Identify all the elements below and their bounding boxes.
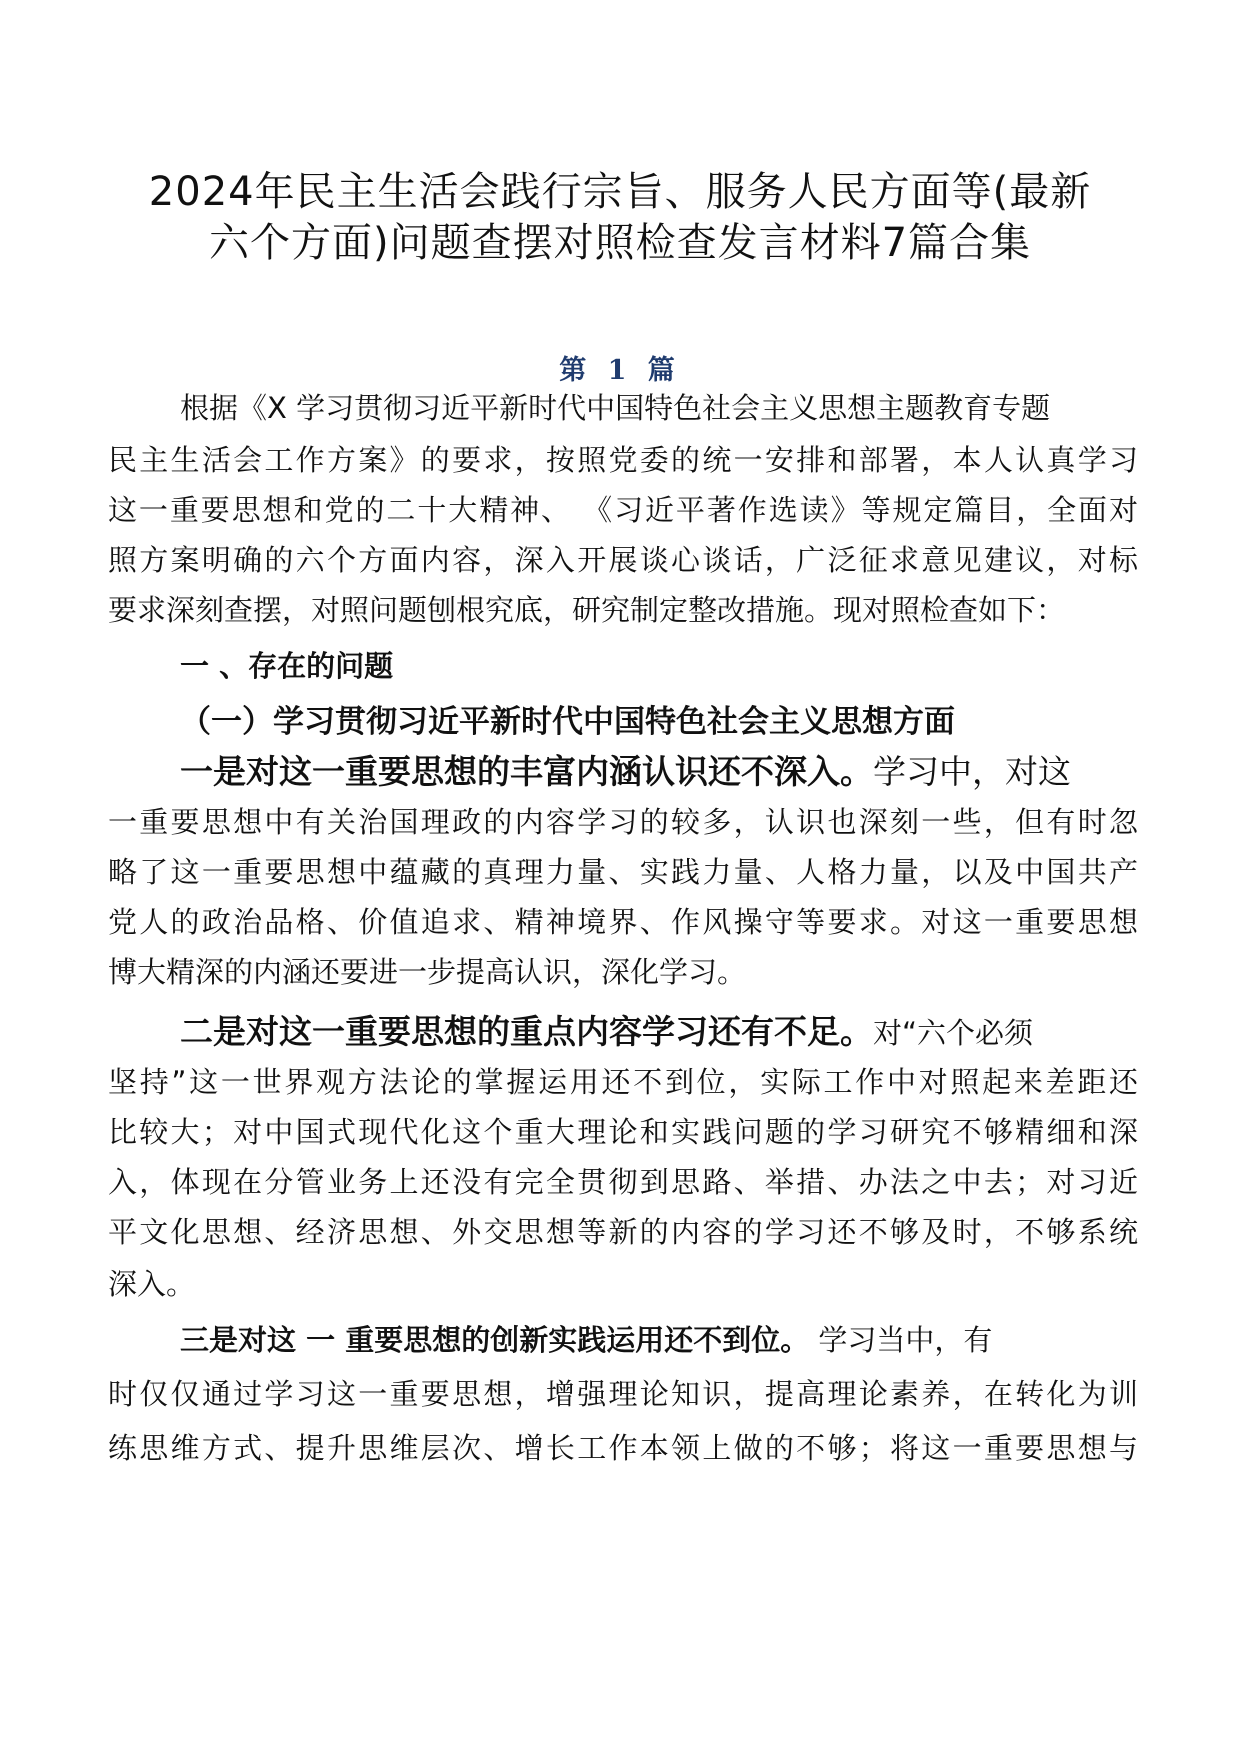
point-1-line: 博大精深的内涵还要进一步提高认识，深化学习。 [108,955,747,989]
intro-line-5: 要求深刻查摆，对照问题刨根究底，研究制定整改措施。现对照检查如下： [108,593,1066,627]
section-heading: 一 、存在的问题 [180,649,394,683]
point-1-line: 党人的政治品格、价值追求、精神境界、作风操守等要求。对这一重要思想 [108,905,1138,939]
document-title-line-1: 2024年民主生活会践行宗旨、服务人民方面等(最新 [148,169,1092,215]
point-2-line: 比较大；对中国式现代化这个重大理论和实践问题的学习研究不够精细和深 [108,1115,1138,1149]
point-2-line: 入，体现在分管业务上还没有完全贯彻到思路、举措、办法之中去；对习近 [108,1165,1138,1199]
point-1-first-line [180,746,1071,793]
point-2-lead: 二是对这一重要思想的重点内容学习还有不足。 [180,1012,873,1051]
subsection-heading: （一）学习贯彻习近平新时代中国特色社会主义思想方面 [180,704,955,740]
point-2-line: 平文化思想、经济思想、外交思想等新的内容的学习还不够及时，不够系统 [108,1215,1138,1249]
point-1-first-tail: 学习中，对这 [873,752,1071,791]
point-2-first-tail: 对“六个必须 [873,1016,1034,1050]
intro-line-4: 照方案明确的六个方面内容，深入开展谈心谈话，广泛征求意见建议，对标 [108,543,1138,577]
point-3-lead: 三是对这 一 重要思想的创新实践运用还不到位。 [180,1323,810,1357]
point-3-line: 时仅仅通过学习这一重要思想，增强理论知识，提高理论素养，在转化为训 [108,1377,1138,1411]
point-2-line: 深入。 [108,1267,196,1301]
part-label: 第 1 篇 [559,355,681,386]
point-2-line: 坚持”这一世界观方法论的掌握运用还不到位，实际工作中对照起来差距还 [108,1065,1138,1099]
intro-line-1: 根据《X 学习贯彻习近平新时代中国特色社会主义思想主题教育专题 [180,391,1051,425]
intro-line-2: 民主生活会工作方案》的要求，按照党委的统一安排和部署，本人认真学习 [108,443,1138,477]
document-title-line-2: 六个方面)问题查摆对照检查发言材料7篇合集 [208,220,1032,266]
point-3-first-line [180,1318,992,1359]
point-2-first-line [180,1006,1033,1053]
point-1-lead: 一是对这一重要思想的丰富内涵认识还不深入。 [180,752,873,791]
point-1-line: 一重要思想中有关治国理政的内容学习的较多，认识也深刻一些，但有时忽 [108,805,1138,839]
point-3-first-tail: 学习当中，有 [809,1323,993,1357]
point-3-line: 练思维方式、提升思维层次、增长工作本领上做的不够；将这一重要思想与 [108,1431,1138,1465]
point-1-line: 略了这一重要思想中蕴藏的真理力量、实践力量、人格力量，以及中国共产 [108,855,1138,889]
intro-line-3: 这一重要思想和党的二十大精神、 《习近平著作选读》等规定篇目，全面对 [108,493,1138,527]
